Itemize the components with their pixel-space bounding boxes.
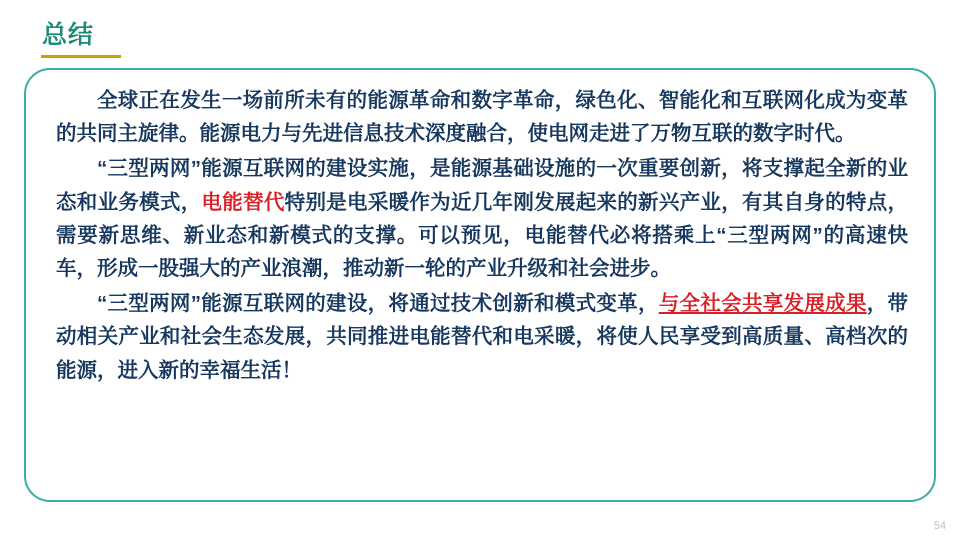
text-segment: 电能替代 xyxy=(201,190,285,214)
text-segment: 全球正在发生一场前所未有的 xyxy=(97,89,368,112)
text-segment: ，绿色化、智能化和互联网化成为变革的共同主旋律。能源电力与先进信息技术深度融合，使电网走进了万物互联的数字时代。 xyxy=(56,89,909,146)
text-segment: ，带动相关产业和社会生态发展，共同推进电能替代和电采暖，将使人民享受到高质量、高档次的能源，进入新的幸福生活！ xyxy=(56,292,909,382)
title-underline xyxy=(41,55,121,58)
page-number: 54 xyxy=(933,520,946,532)
text-segment: 和 xyxy=(450,89,472,112)
content-panel xyxy=(24,68,936,502)
text-segment: 能源革命 xyxy=(367,89,451,112)
text-segment: 特别是电采暖作为近几年刚发展起来的新兴产业，有其自身的特点，需要新思维、新业态和新模式的支撑。可以预见，电能替代必将搭乘上“三型两网”的高速快车，形成一股强大的产业浪潮，推动新一轮的产业升级和社会进步。 xyxy=(56,190,909,281)
text-segment: 与全社会共享发展成果 xyxy=(658,292,867,316)
text-segment: “三型两网”能源互联网的建设实施，是能源基础设施的一次重要创新，将支撑起全新的业态和业务模式， xyxy=(56,157,908,214)
paragraph-2 xyxy=(56,152,908,285)
text-segment: “三型两网”能源互联网的建设，将通过技术创新和模式变革， xyxy=(97,292,659,316)
paragraph-3 xyxy=(56,287,908,387)
paragraph-1 xyxy=(56,84,908,150)
page-title: 总结 xyxy=(42,21,95,49)
body-text xyxy=(56,84,908,389)
text-segment: 数字革命 xyxy=(471,89,555,112)
